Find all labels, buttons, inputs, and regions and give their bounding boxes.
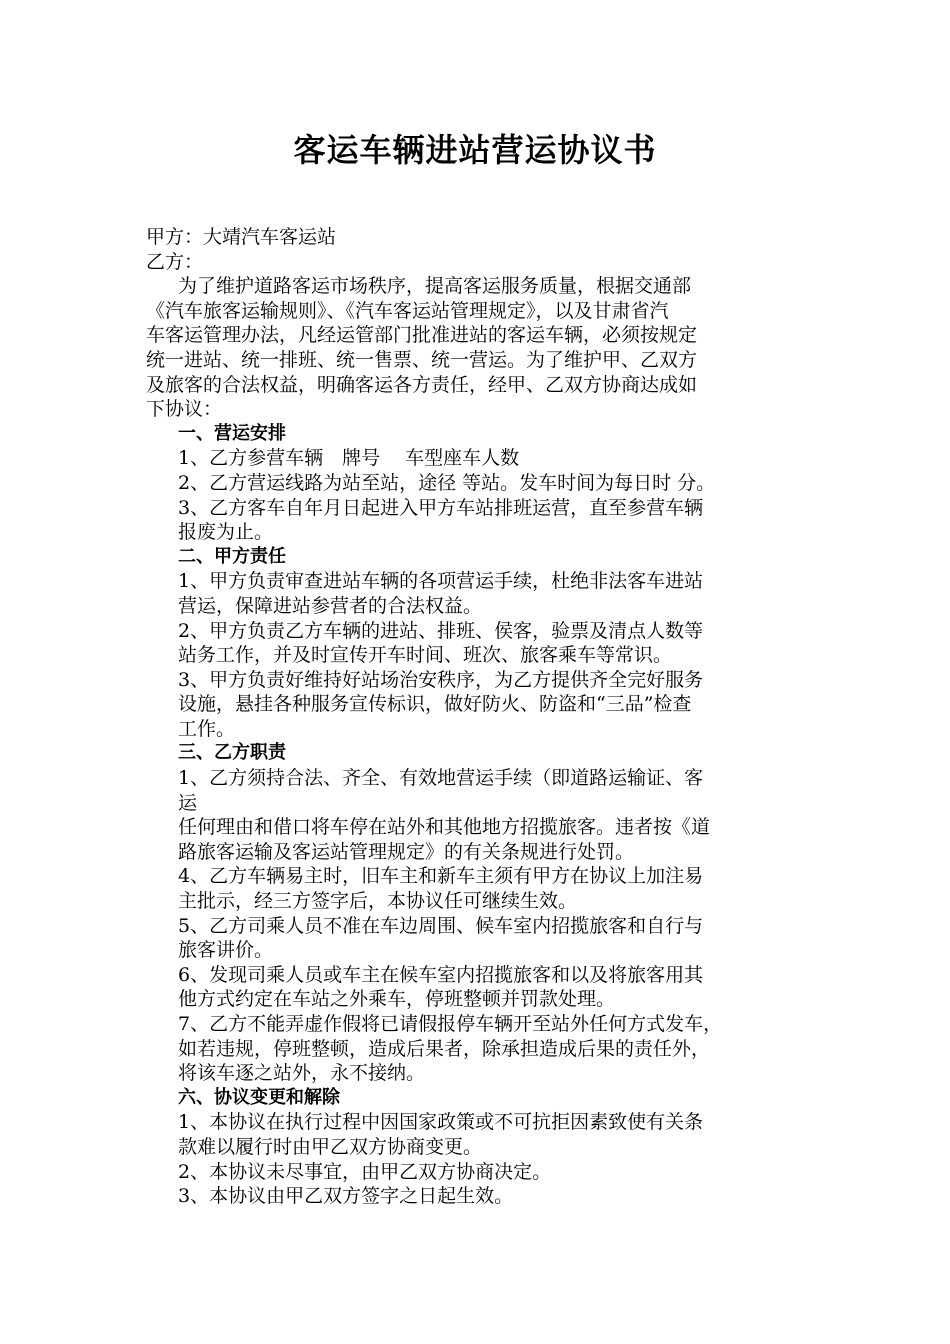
clause-line: 款难以履行时由甲乙双方协商变更。	[178, 1135, 483, 1158]
clause-line: 3、乙方客车自年月日起进入甲方车站排班运营，直至参营车辆	[178, 496, 704, 519]
clause-line: 运	[178, 791, 198, 814]
section-heading-amendment: 六、协议变更和解除	[178, 1086, 340, 1108]
document-title: 客运车辆进站营运协议书	[293, 131, 657, 169]
intro-line: 为了维护道路客运市场秩序，提高客运服务质量，根据交通部	[178, 275, 692, 298]
clause-line: 如若违规，停班整顿，造成后果者，除承担造成后果的责任外，	[178, 1037, 711, 1060]
intro-line: 《汽车旅客运输规则》、《汽车客运站管理规定》，以及甘肃省汽	[146, 299, 669, 322]
clause-line: 报废为止。	[178, 521, 274, 544]
section-heading-party-a-duties: 二、甲方责任	[178, 545, 286, 567]
section-heading-party-b-duties: 三、乙方职责	[178, 742, 286, 764]
clause-line: 主批示，经三方签字后，本协议任可继续生效。	[178, 890, 578, 913]
clause-line: 1、乙方须持合法、齐全、有效地营运手续（即道路运输证、客	[178, 767, 704, 790]
clause-line: 旅客讲价。	[178, 939, 274, 962]
intro-line: 下协议：	[146, 398, 223, 421]
intro-line: 及旅客的合法权益，明确客运各方责任，经甲、乙双方协商达成如	[146, 373, 698, 396]
document-body	[146, 225, 818, 1209]
intro-line: 统一进站、统一排班、统一售票、统一营运。为了维护甲、乙双方	[146, 348, 698, 371]
intro-line: 车客运管理办法，凡经运管部门批准进站的客运车辆，必须按规定	[146, 324, 698, 347]
clause-line: 1、甲方负责审查进站车辆的各项营运手续，杜绝非法客车进站	[178, 570, 704, 593]
clause-line: 3、甲方负责好维持好站场治安秩序，为乙方提供齐全完好服务	[178, 668, 704, 691]
clause-line: 1、乙方参营车辆 牌号 车型座车人数	[178, 447, 520, 470]
clause-line: 4、乙方车辆易主时，旧车主和新车主须有甲方在协议上加注易	[178, 865, 704, 888]
clause-line: 路旅客运输及客运站管理规定》的有关条规进行处罚。	[178, 840, 635, 863]
clause-line: 5、乙方司乘人员不准在车边周围、候车室内招揽旅客和自行与	[178, 914, 704, 937]
clause-line: 2、甲方负责乙方车辆的进站、排班、侯客，验票及清点人数等	[178, 619, 704, 642]
clause-line: 7、乙方不能弄虚作假将已请假报停车辆开至站外任何方式发车，	[178, 1013, 723, 1035]
clause-line: 3、本协议由甲乙双方签字之日起生效。	[178, 1185, 514, 1208]
party-a-line: 甲方：大靖汽车客运站	[146, 226, 337, 248]
clause-line: 2、本协议未尽事宜，由甲乙双方协商决定。	[178, 1160, 552, 1183]
clause-line: 营运，保障进站参营者的合法权益。	[178, 594, 483, 617]
party-b-line: 乙方：	[146, 250, 204, 273]
clause-line: 他方式约定在车站之外乘车，停班整顿并罚款处理。	[178, 988, 616, 1011]
clause-line: 任何理由和借口将车停在站外和其他地方招揽旅客。违者按《道	[178, 816, 711, 839]
clause-line: 6、发现司乘人员或车主在候车室内招揽旅客和以及将旅客用其	[178, 963, 704, 986]
clause-line: 1、本协议在执行过程中因国家政策或不可抗拒因素致使有关条	[178, 1111, 704, 1134]
clause-line: 工作。	[178, 717, 236, 740]
clause-line: 设施，悬挂各种服务宣传标识，做好防火、防盗和“三品”检查	[178, 693, 692, 716]
section-heading-operations: 一、营运安排	[178, 422, 286, 444]
clause-line: 将该车逐之站外，永不接纳。	[178, 1062, 426, 1085]
clause-line: 站务工作，并及时宣传开车时间、班次、旅客乘车等常识。	[178, 644, 673, 667]
clause-line: 2、乙方营运线路为站至站，途径 等站。发车时间为每日时 分。	[178, 471, 716, 494]
